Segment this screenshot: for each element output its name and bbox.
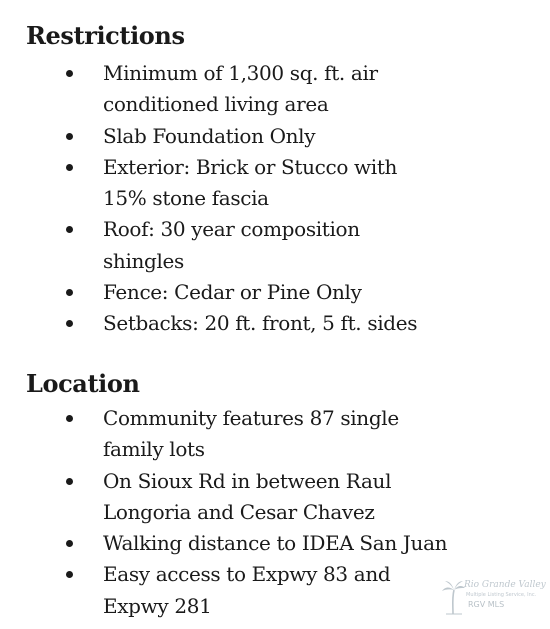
list-item-line: Expwy 281 <box>103 593 212 618</box>
bullet-icon <box>66 540 73 547</box>
list-item-line: 15% stone fascia <box>103 186 269 211</box>
list-item <box>0 528 550 559</box>
bullet-icon <box>66 415 73 422</box>
list-item-line: Slab Foundation Only <box>103 123 316 148</box>
list-item <box>0 214 550 277</box>
list-item-line: Easy access to Expwy 83 and <box>103 562 391 587</box>
restrictions-list <box>0 58 550 340</box>
watermark-title: Rio Grande Valley <box>464 580 546 590</box>
watermark-subtitle: Multiple Listing Service, Inc. <box>466 592 537 598</box>
list-item <box>0 308 550 339</box>
bullet-icon <box>66 133 73 140</box>
section-title-restrictions: Restrictions <box>26 21 185 50</box>
list-item-line: Roof: 30 year composition <box>103 217 360 242</box>
list-item-line: Setbacks: 20 ft. front, 5 ft. sides <box>103 311 418 336</box>
section-title-location: Location <box>26 369 140 398</box>
list-item-line: family lots <box>103 437 205 462</box>
list-item-line: conditioned living area <box>103 92 329 117</box>
list-item-line: On Sioux Rd in between Raul <box>103 468 392 493</box>
bullet-icon <box>66 478 73 485</box>
bullet-icon <box>66 289 73 296</box>
list-item-line: Minimum of 1,300 sq. ft. air <box>103 61 378 85</box>
watermark-brand: RGV MLS <box>468 600 505 609</box>
list-item-line: Fence: Cedar or Pine Only <box>103 280 362 305</box>
list-item <box>0 466 550 529</box>
list-item-line: Longoria and Cesar Chavez <box>103 499 375 524</box>
bullet-icon <box>66 164 73 171</box>
list-item <box>0 152 550 215</box>
list-item <box>0 121 550 152</box>
bullet-icon <box>66 226 73 233</box>
bullet-icon <box>66 320 73 327</box>
list-item-line: shingles <box>103 248 184 273</box>
list-item <box>0 403 550 466</box>
list-item-line: Walking distance to IDEA San Juan <box>103 531 448 556</box>
list-item <box>0 58 550 121</box>
list-item-line: Community features 87 single <box>103 406 399 430</box>
bullet-icon <box>66 70 73 77</box>
palm-tree-icon <box>440 578 466 616</box>
list-item-line: Exterior: Brick or Stucco with <box>103 154 398 179</box>
rgv-mls-watermark <box>440 578 546 618</box>
list-item <box>0 277 550 308</box>
bullet-icon <box>66 571 73 578</box>
